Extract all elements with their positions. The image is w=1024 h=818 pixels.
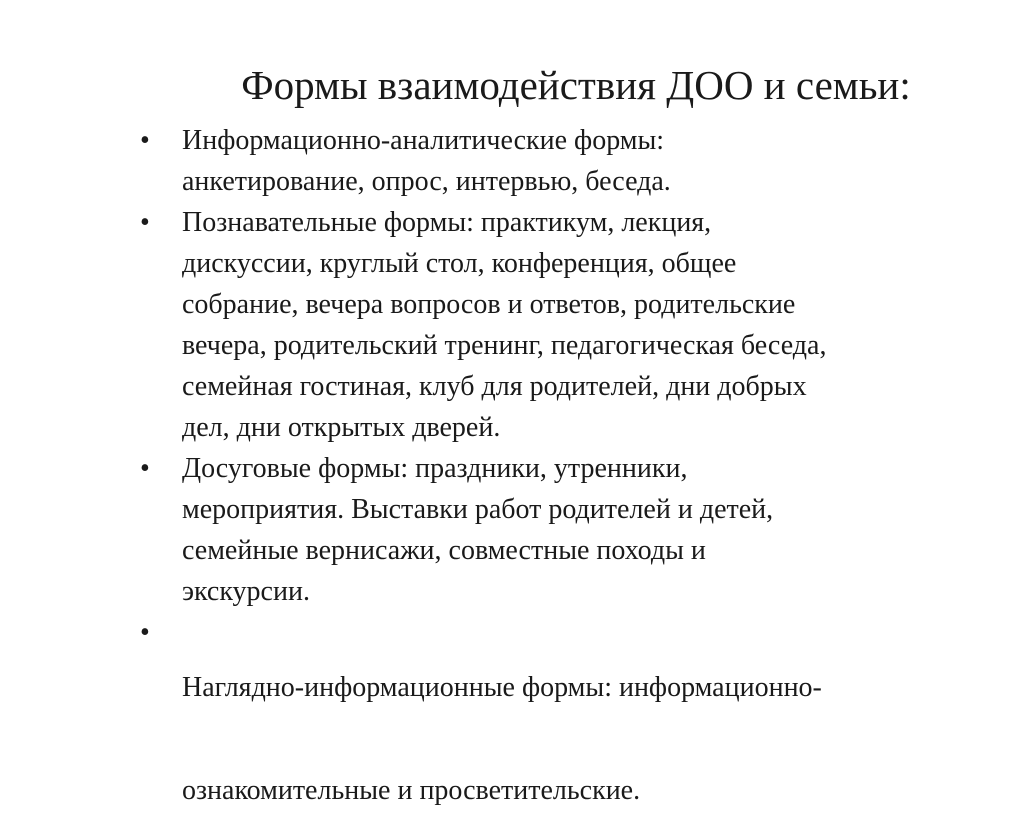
bullet-dot-icon: • [140, 207, 150, 238]
bullet-text-line: Наглядно-информационные формы: информационно- [182, 672, 822, 703]
bullet-text [182, 612, 1000, 818]
bullet-text: Досуговые формы: праздники, утренники, мероприятия. Выставки работ родителей и детей, семейные вернисажи, совместные походы и экскурсии. [182, 453, 774, 607]
list-item [140, 448, 1000, 612]
list-item [140, 120, 1000, 202]
bullet-dot-icon: • [140, 453, 150, 484]
bullet-dot-icon: • [140, 617, 150, 648]
bullet-text: Информационно-аналитические формы: анкетирование, опрос, интервью, беседа. [182, 125, 671, 197]
bullet-dot-icon: • [140, 125, 150, 156]
bullet-text-line: ознакомительные и просветительские. [182, 775, 641, 806]
bullet-text: Познавательные формы: практикум, лекция, дискуссии, круглый стол, конференция, общее собрание, вечера вопросов и ответов, родительские вечера, родительский тренинг, педагогическая беседа, семейная гостиная, клуб для родителей, дни добрых дел, дни открытых дверей. [182, 207, 827, 443]
bullet-list [140, 120, 1000, 818]
list-item [140, 202, 1000, 448]
list-item [140, 612, 1000, 818]
slide-title: Формы взаимодействия ДОО и семьи: [241, 62, 911, 108]
